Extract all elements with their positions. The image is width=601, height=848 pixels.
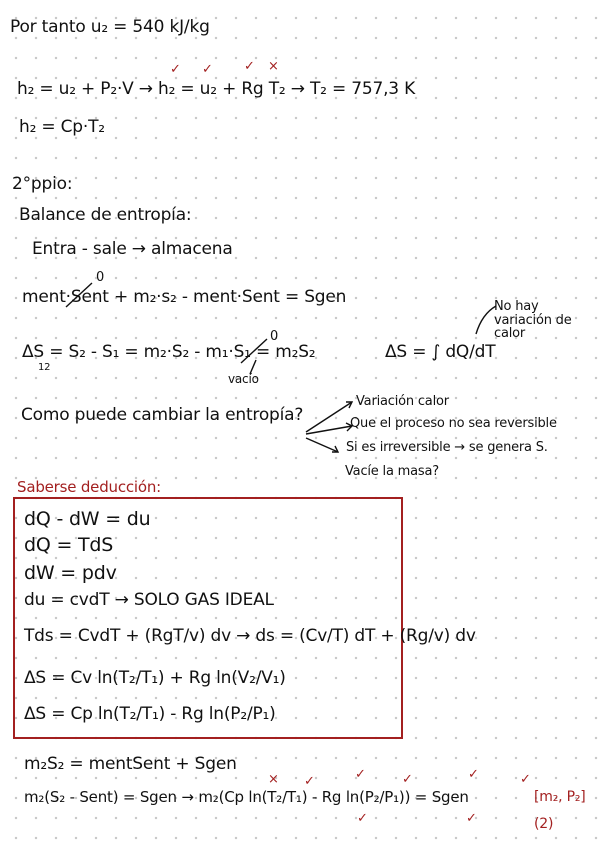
note-entropy-generation: Si es irreversible → se genera S. <box>346 440 548 455</box>
note-line-h2-cp: h₂ = Cp·T₂ <box>19 117 105 137</box>
note-line-delta-s: ΔS = S₂ - S₁ = m₂·S₂ - m₁·S₁ = m₂S₂ <box>22 342 316 362</box>
box-line-gibbs: Tds = CvdT + (RgT/v) dv → ds = (Cv/T) dT + (Rg/v) dv <box>24 626 476 646</box>
zero-mark: 0 <box>96 270 105 285</box>
check-mark: ✓ <box>466 811 477 826</box>
note-line-entropy-question: Como puede cambiar la entropía? <box>21 405 304 425</box>
unknowns-bracket: [m₂, P₂] <box>534 789 586 805</box>
box-line-first-law: dQ - dW = du <box>24 508 151 530</box>
note-line-balance-words: Entra - sale → almacena <box>32 239 233 259</box>
note-line-h2-relation: h₂ = u₂ + P₂·V → h₂ = u₂ + Rg T₂ → T₂ = 757,3 K <box>17 79 416 99</box>
note-heat-change: Variación calor <box>356 394 449 409</box>
box-line-delta-s-volume: ΔS = Cv ln(T₂/T₁) + Rg ln(V₂/V₁) <box>24 668 286 688</box>
check-mark: ✓ <box>355 767 366 782</box>
note-irreversible-process: Que el proceso no sea reversible <box>350 416 557 431</box>
arrow-icon <box>244 358 260 378</box>
check-mark: ✓ <box>202 62 213 77</box>
note-line-entropy-balance: Balance de entropía: <box>19 205 192 225</box>
note-line-u2: Por tanto u₂ = 540 kJ/kg <box>10 17 210 37</box>
equation-number: (2) <box>534 816 554 832</box>
box-line-internal-energy: du = cvdT → SOLO GAS IDEAL <box>24 590 274 610</box>
section-heading-second-law: 2°ppio: <box>12 174 73 194</box>
delta-s-subscript: 12 <box>38 362 51 373</box>
cross-mark: × <box>268 772 279 787</box>
check-mark: ✓ <box>520 772 531 787</box>
check-mark: ✓ <box>468 767 479 782</box>
check-mark: ✓ <box>170 62 181 77</box>
cross-mark: × <box>268 59 279 74</box>
section-heading-derivation: Saberse deducción: <box>17 478 162 496</box>
note-heat-variation: No hay variación de calor <box>494 299 572 342</box>
box-line-delta-s-pressure: ΔS = Cp ln(T₂/T₁) - Rg ln(P₂/P₁) <box>24 704 276 724</box>
note-line-integral: ΔS = ∫ dQ/dT <box>385 342 496 362</box>
box-line-heat: dQ = TdS <box>24 534 114 556</box>
zero-mark: 0 <box>270 329 279 344</box>
note-line-entropy-equation: ment·Sent + m₂·s₂ - ment·Sent = Sgen <box>22 287 347 307</box>
check-mark: ✓ <box>244 59 255 74</box>
check-mark: ✓ <box>357 811 368 826</box>
check-mark: ✓ <box>304 774 315 789</box>
note-mass-empty: Vacíe la masa? <box>345 464 439 479</box>
note-line-mass-balance: m₂S₂ = mentSent + Sgen <box>24 754 237 774</box>
vacuum-label: vacío <box>228 372 259 386</box>
check-mark: ✓ <box>402 772 413 787</box>
box-line-work: dW = pdv <box>24 562 117 584</box>
note-line-entropy-generation-result: m₂(S₂ - Sent) = Sgen → m₂(Cp ln(T₂/T₁) - Rg ln(P₂/P₁)) = Sgen <box>24 788 469 806</box>
strike-mark-icon <box>62 280 96 310</box>
